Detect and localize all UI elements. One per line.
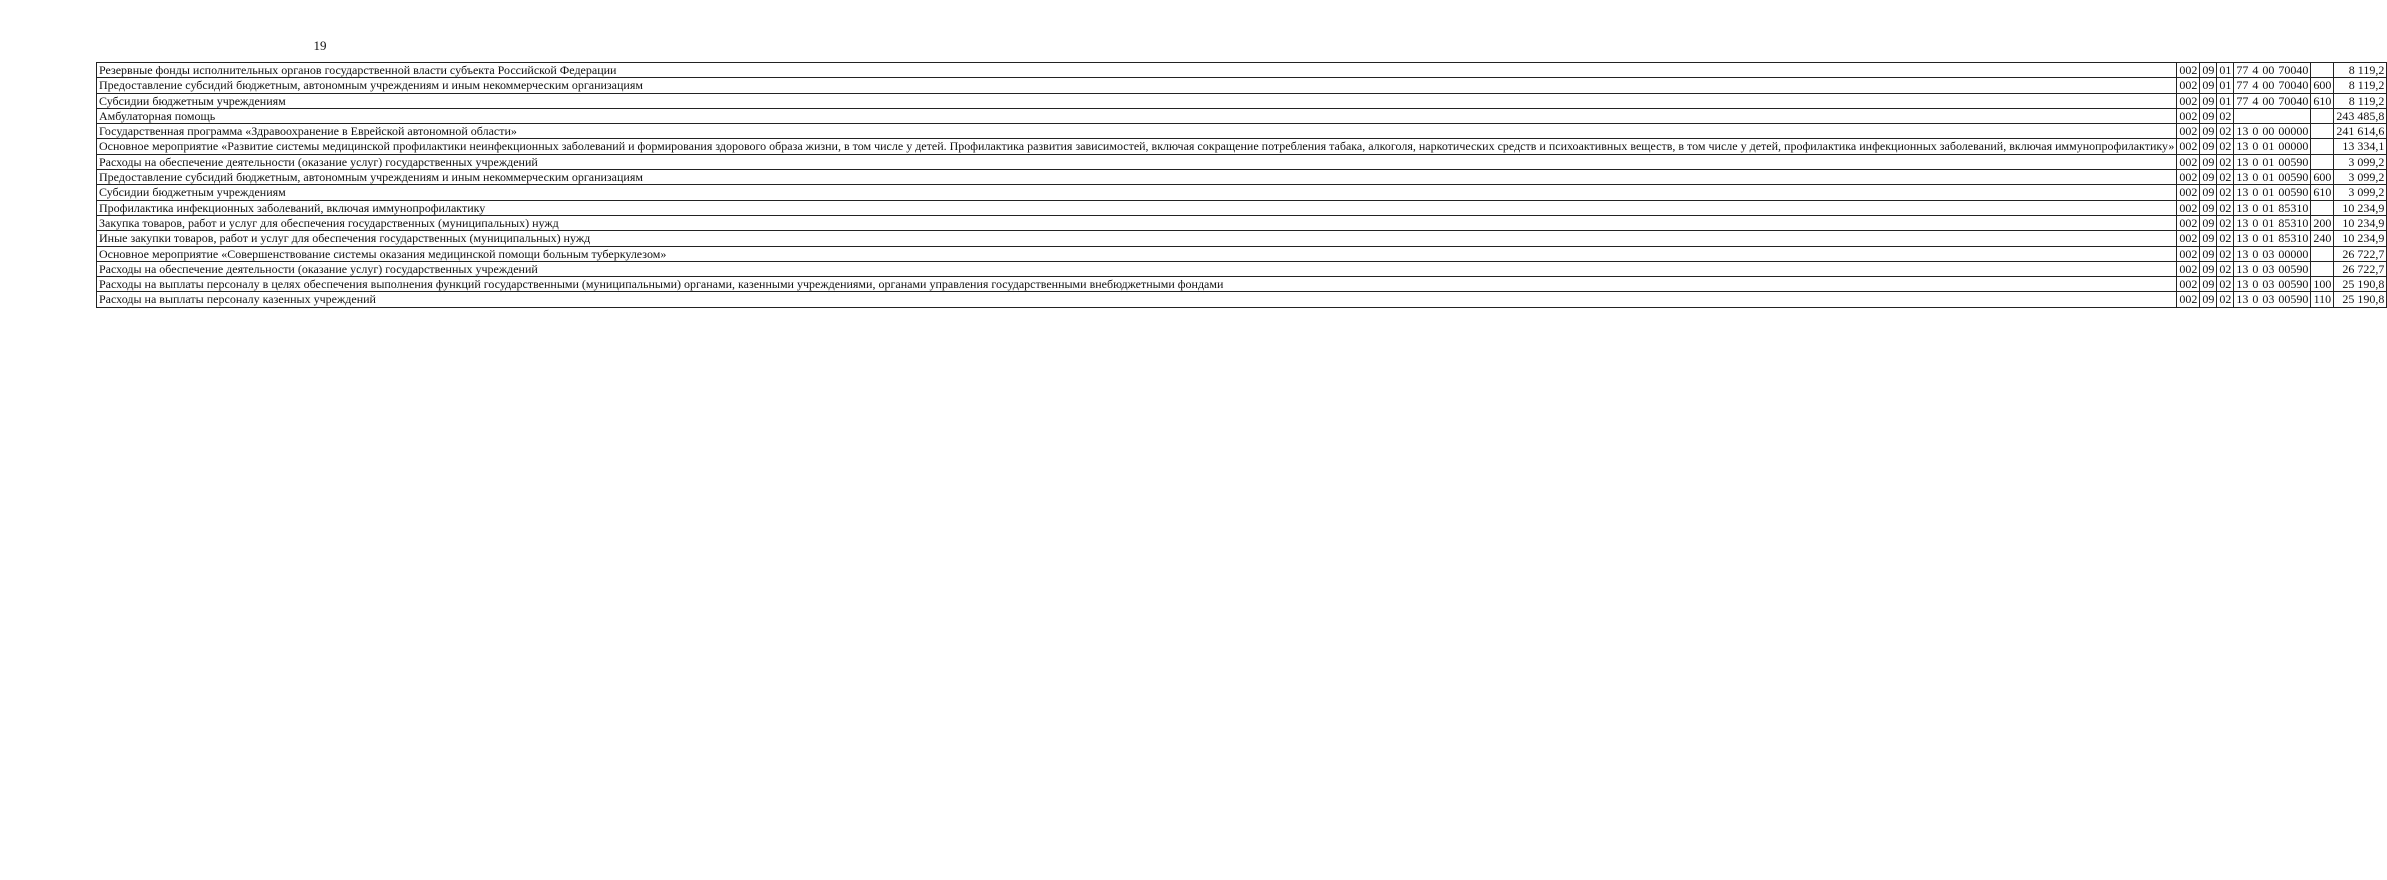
row-name: Основное мероприятие «Развитие системы медицинской профилактики неинфекционных заболеваний и формирования здорового образа жизни, в том числе у детей. Профилактика развития зависимостей, включая сокращение потребления табака, алкоголя, наркотических средств и психоактивных веществ, в том числе у детей, профилактика инфекционных заболеваний, включая иммунопрофилактику» [97,139,2177,154]
grbs-code: 002 [2177,215,2200,230]
grbs-code: 002 [2177,246,2200,261]
subsection-code: 02 [2217,108,2234,123]
grbs-code: 002 [2177,200,2200,215]
grbs-code: 002 [2177,139,2200,154]
event-code [2260,108,2276,123]
direction-code: 70040 [2276,63,2311,78]
expense-type-code [2311,154,2334,169]
row-name: Резервные фонды исполнительных органов государственной власти субъекта Российской Федерации [97,63,2177,78]
expense-type-code [2311,63,2334,78]
subprogram-code: 0 [2252,139,2259,154]
program-code: 13 [2234,170,2251,185]
direction-code: 85310 [2276,200,2311,215]
grbs-code: 002 [2177,277,2200,292]
table-row [97,277,2387,292]
grbs-code: 002 [2177,261,2200,276]
program-code: 77 [2234,63,2251,78]
grbs-code: 002 [2177,63,2200,78]
direction-code: 85310 [2276,215,2311,230]
program-code: 13 [2234,139,2251,154]
section-code: 09 [2200,261,2217,276]
amount: 241 614,6 [2334,124,2387,139]
subsection-code: 02 [2217,215,2234,230]
direction-code: 00590 [2276,277,2311,292]
subprogram-code: 0 [2252,231,2259,246]
subsection-code: 02 [2217,139,2234,154]
amount: 26 722,7 [2334,261,2387,276]
direction-code: 70040 [2276,93,2311,108]
grbs-code: 002 [2177,108,2200,123]
row-name: Иные закупки товаров, работ и услуг для обеспечения государственных (муниципальных) нужд [97,231,2177,246]
table-row [97,154,2387,169]
direction-code: 00590 [2276,261,2311,276]
row-name: Расходы на выплаты персоналу казенных учреждений [97,292,2177,307]
direction-code: 00590 [2276,292,2311,307]
subprogram-code: 0 [2252,124,2259,139]
program-code: 13 [2234,124,2251,139]
subprogram-code: 0 [2252,292,2259,307]
row-name: Предоставление субсидий бюджетным, автономным учреждениям и иным некоммерческим организациям [97,170,2177,185]
amount: 25 190,8 [2334,292,2387,307]
program-code [2234,108,2251,123]
direction-code [2276,108,2311,123]
table-row [97,93,2387,108]
subprogram-code: 0 [2252,185,2259,200]
section-code: 09 [2200,108,2217,123]
program-code: 13 [2234,261,2251,276]
amount: 8 119,2 [2334,93,2387,108]
row-name: Закупка товаров, работ и услуг для обеспечения государственных (муниципальных) нужд [97,215,2177,230]
section-code: 09 [2200,93,2217,108]
subprogram-code: 0 [2252,200,2259,215]
table-row [97,78,2387,93]
subsection-code: 01 [2217,93,2234,108]
amount: 243 485,8 [2334,108,2387,123]
event-code: 01 [2262,185,2275,200]
event-code: 01 [2262,200,2275,215]
program-code: 77 [2234,78,2251,93]
section-code: 09 [2200,124,2217,139]
subsection-code: 02 [2217,292,2234,307]
subsection-code: 02 [2217,170,2234,185]
expense-type-code [2311,261,2334,276]
row-name: Предоставление субсидий бюджетным, автономным учреждениям и иным некоммерческим организациям [97,78,2177,93]
row-name: Государственная программа «Здравоохранение в Еврейской автономной области» [97,124,2177,139]
expense-type-code: 240 [2311,231,2334,246]
subprogram-code: 0 [2252,246,2259,261]
direction-code: 70040 [2276,78,2311,93]
event-code: 03 [2262,261,2275,276]
amount: 13 334,1 [2334,139,2387,154]
section-code: 09 [2200,231,2217,246]
section-code: 09 [2200,277,2217,292]
event-code: 01 [2262,215,2275,230]
expense-type-code: 600 [2311,170,2334,185]
amount: 10 234,9 [2334,215,2387,230]
subsection-code: 02 [2217,124,2234,139]
subsection-code: 01 [2217,78,2234,93]
table-row [97,215,2387,230]
direction-code: 00590 [2276,170,2311,185]
event-code: 01 [2262,154,2275,169]
section-code: 09 [2200,292,2217,307]
program-code: 13 [2234,246,2251,261]
amount: 26 722,7 [2334,246,2387,261]
subprogram-code: 0 [2252,170,2259,185]
grbs-code: 002 [2177,124,2200,139]
table-row [97,185,2387,200]
row-name: Расходы на обеспечение деятельности (оказание услуг) государственных учреждений [97,154,2177,169]
subsection-code: 02 [2217,185,2234,200]
program-code: 77 [2234,93,2251,108]
event-code: 03 [2262,246,2275,261]
expense-type-code: 610 [2311,185,2334,200]
section-code: 09 [2200,139,2217,154]
row-name: Расходы на выплаты персоналу в целях обеспечения выполнения функций государственными (муниципальными) органами, казенными учреждениями, органами управления государственными внебюджетными фондами [97,277,2177,292]
amount: 3 099,2 [2334,185,2387,200]
budget-table-body [97,63,2387,308]
table-row [97,292,2387,307]
program-code: 13 [2234,154,2251,169]
section-code: 09 [2200,63,2217,78]
row-name: Профилактика инфекционных заболеваний, включая иммунопрофилактику [97,200,2177,215]
amount: 25 190,8 [2334,277,2387,292]
amount: 3 099,2 [2334,154,2387,169]
direction-code: 00000 [2276,124,2311,139]
program-code: 13 [2234,185,2251,200]
subsection-code: 02 [2217,200,2234,215]
program-code: 13 [2234,200,2251,215]
section-code: 09 [2200,215,2217,230]
amount: 10 234,9 [2334,231,2387,246]
event-code: 00 [2262,78,2275,93]
section-code: 09 [2200,78,2217,93]
expense-type-code [2311,108,2334,123]
event-code: 00 [2262,124,2275,139]
section-code: 09 [2200,154,2217,169]
program-code: 13 [2234,277,2251,292]
event-code: 01 [2262,170,2275,185]
event-code: 03 [2262,292,2275,307]
direction-code: 85310 [2276,231,2311,246]
subprogram-code: 0 [2252,215,2259,230]
expense-type-code [2311,124,2334,139]
expense-type-code: 100 [2311,277,2334,292]
table-row [97,139,2387,154]
subsection-code: 02 [2217,246,2234,261]
subsection-code: 02 [2217,231,2234,246]
table-row [97,170,2387,185]
subprogram-code: 4 [2252,78,2259,93]
page-number: 19 [313,38,327,53]
row-name: Субсидии бюджетным учреждениям [97,93,2177,108]
table-row [97,261,2387,276]
event-code: 00 [2262,93,2275,108]
amount: 8 119,2 [2334,78,2387,93]
expense-type-code [2311,139,2334,154]
program-code: 13 [2234,215,2251,230]
subsection-code: 02 [2217,277,2234,292]
table-row [97,231,2387,246]
event-code: 00 [2262,63,2275,77]
grbs-code: 002 [2177,185,2200,200]
expense-type-code [2311,200,2334,215]
expense-type-code: 610 [2311,93,2334,108]
table-row [97,124,2387,139]
expense-type-code [2311,246,2334,261]
table-row [97,200,2387,215]
section-code: 09 [2200,185,2217,200]
grbs-code: 002 [2177,93,2200,108]
event-code: 03 [2262,277,2275,292]
subprogram-code: 0 [2252,154,2259,169]
expense-type-code: 200 [2311,215,2334,230]
row-name: Субсидии бюджетным учреждениям [97,185,2177,200]
row-name: Амбулаторная помощь [97,108,2177,123]
program-code: 13 [2234,292,2251,307]
subprogram-code: 0 [2252,277,2259,292]
grbs-code: 002 [2177,78,2200,93]
grbs-code: 002 [2177,292,2200,307]
subprogram-code [2250,108,2260,123]
direction-code: 00000 [2276,246,2311,261]
amount: 10 234,9 [2334,200,2387,215]
budget-table [96,62,2387,308]
section-code: 09 [2200,200,2217,215]
row-name: Основное мероприятие «Совершенствование системы оказания медицинской помощи больным туберкулезом» [97,246,2177,261]
amount: 8 119,2 [2334,63,2387,78]
direction-code: 00000 [2276,139,2311,154]
program-code: 13 [2234,231,2251,246]
subprogram-code: 0 [2252,261,2259,276]
direction-code: 00590 [2276,185,2311,200]
expense-type-code: 600 [2311,78,2334,93]
table-row [97,108,2387,123]
event-code: 01 [2262,139,2275,154]
section-code: 09 [2200,246,2217,261]
event-code: 01 [2262,231,2275,246]
direction-code: 00590 [2276,154,2311,169]
table-row [97,63,2387,78]
subsection-code: 02 [2217,154,2234,169]
amount: 3 099,2 [2334,170,2387,185]
table-row [97,246,2387,261]
grbs-code: 002 [2177,154,2200,169]
subsection-code: 01 [2217,63,2234,78]
subprogram-code: 4 [2252,93,2259,108]
subprogram-code: 4 [2252,63,2259,77]
subsection-code: 02 [2217,261,2234,276]
row-name: Расходы на обеспечение деятельности (оказание услуг) государственных учреждений [97,261,2177,276]
expense-type-code: 110 [2311,292,2334,307]
grbs-code: 002 [2177,170,2200,185]
grbs-code: 002 [2177,231,2200,246]
section-code: 09 [2200,170,2217,185]
